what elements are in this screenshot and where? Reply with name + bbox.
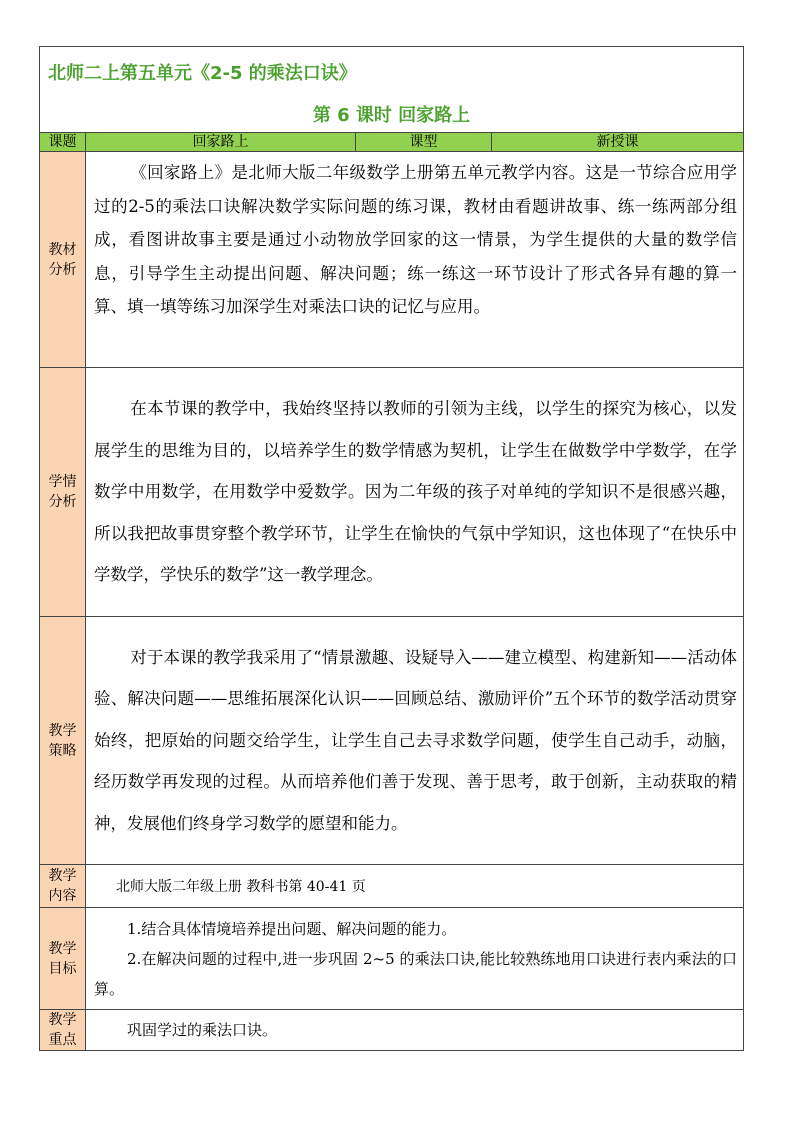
students-row <box>40 368 744 617</box>
topic-value: 回家路上 <box>86 133 356 152</box>
material-label: 教材 分析 <box>40 152 86 368</box>
title-cell <box>40 47 744 133</box>
goals-row <box>40 908 744 1010</box>
students-paragraph: 在本节课的教学中，我始终坚持以教师的引领为主线，以学生的探究为核心，以发展学生的思维为目的，以培养学生的数学情感为契机，让学生在做数学中学数学，在学数学中用数学，在用数学中爱数学。因为二年级的孩子对单纯的学知识不是很感兴趣，所以我把故事贯穿整个教学环节，让学生在愉快的气氛中学知识，这也体现了“在快乐中学数学，学快乐的数学”这一教学理念。 <box>94 399 737 585</box>
lesson-plan-table <box>39 46 744 1051</box>
topic-label: 课题 <box>40 133 86 152</box>
document-title: 北师二上第五单元《2-5 的乘法口诀》 <box>48 63 357 84</box>
material-paragraph: 《回家路上》是北师大版二年级数学上册第五单元教学内容。这是一节综合应用学过的2-5的乘法口诀解决数学实际问题的练习课，教材由看题讲故事、练一练两部分组成，看图讲故事主要是通过小动物放学回家的这一情景，为学生提供的大量的数学信息，引导学生主动提出问题、解决问题；练一练这一环节设计了形式各异有趣的算一算、填一填等练习加深学生对乘法口诀的记忆与应用。 <box>94 163 737 316</box>
content-text: 北师大版二年级上册 教科书第 40-41 页 <box>86 865 744 908</box>
lesson-plan-sheet <box>39 46 743 1051</box>
type-value: 新授课 <box>492 133 744 152</box>
students-text-cell <box>86 368 744 617</box>
goal-item-1: 1.结合具体情境培养提出问题、解决问题的能力。 <box>127 919 457 938</box>
material-row <box>40 152 744 368</box>
strategy-paragraph: 对于本课的教学我采用了“情景激趣、设疑导入——建立模型、构建新知——活动体验、解决问题——思维拓展深化认识——回顾总结、激励评价”五个环节的数学活动贯穿始终，把原始的问题交给学生，让学生自己去寻求数学问题，使学生自己动手，动脑，经历数学再发现的过程。从而培养他们善于发现、善于思考，敢于创新，主动获取的精神，发展他们终身学习数学的愿望和能力。 <box>94 647 737 833</box>
keypoints-row <box>40 1010 744 1051</box>
keypoints-text: 巩固学过的乘法口诀。 <box>127 1021 278 1039</box>
students-label: 学情 分析 <box>40 368 86 617</box>
type-label: 课型 <box>356 133 492 152</box>
goals-text-cell <box>86 908 744 1010</box>
keypoints-text-cell <box>86 1010 744 1051</box>
lesson-subtitle: 第 6 课时 回家路上 <box>312 105 471 126</box>
goals-label: 教学 目标 <box>40 908 86 1010</box>
strategy-label: 教学 策略 <box>40 617 86 865</box>
content-label: 教学 内容 <box>40 865 86 908</box>
goal-item-2: 2.在解决问题的过程中,进一步巩固 2~5 的乘法口诀,能比较熟练地用口诀进行表内乘法的口算。 <box>94 949 737 998</box>
material-text-cell <box>86 152 744 368</box>
strategy-row <box>40 617 744 865</box>
keypoints-label: 教学 重点 <box>40 1010 86 1051</box>
content-row <box>40 865 744 908</box>
strategy-text-cell <box>86 617 744 865</box>
